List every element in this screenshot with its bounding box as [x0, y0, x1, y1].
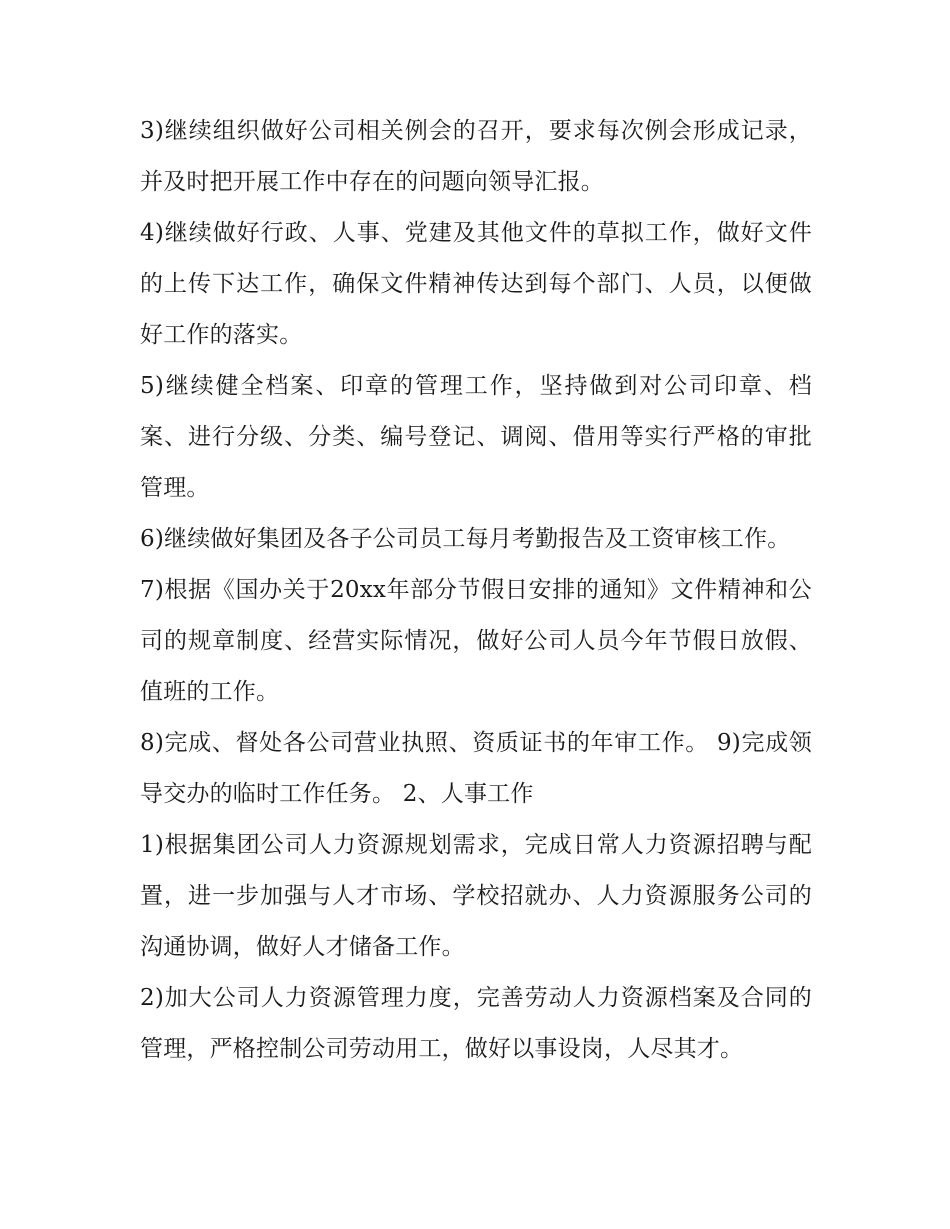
paragraph-item-6: 6)继续做好集团及各子公司员工每月考勤报告及工资审核工作。	[140, 526, 791, 552]
paragraph-item-5: 5)继续健全档案、印章的管理工作，坚持做到对公司印章、档案、进行分级、分类、编号登记、调阅、借用等实行严格的审批管理。	[140, 373, 812, 501]
paragraph-item-7: 7)根据《国办关于20xx年部分节假日安排的通知》文件精神和公司的规章制度、经营实际情况，做好公司人员今年节假日放假、值班的工作。	[140, 577, 812, 705]
paragraph-hr-item-2: 2)加大公司人力资源管理力度，完善劳动人力资源档案及合同的管理，严格控制公司劳动用工，做好以事设岗，人尽其才。	[140, 985, 812, 1062]
paragraph-item-8-9-section-2: 8)完成、督处各公司营业执照、资质证书的年审工作。 9)完成领导交办的临时工作任务。 2、人事工作	[140, 730, 812, 807]
paragraph-item-3: 3)继续组织做好公司相关例会的召开，要求每次例会形成记录，并及时把开展工作中存在的问题向领导汇报。	[140, 118, 812, 195]
document-body	[140, 106, 812, 1075]
paragraph-hr-item-1: 1)根据集团公司人力资源规划需求，完成日常人力资源招聘与配置，进一步加强与人才市场、学校招就办、人力资源服务公司的沟通协调，做好人才储备工作。	[140, 832, 812, 960]
paragraph-item-4: 4)继续做好行政、人事、党建及其他文件的草拟工作，做好文件的上传下达工作，确保文件精神传达到每个部门、人员，以便做好工作的落实。	[140, 220, 812, 348]
